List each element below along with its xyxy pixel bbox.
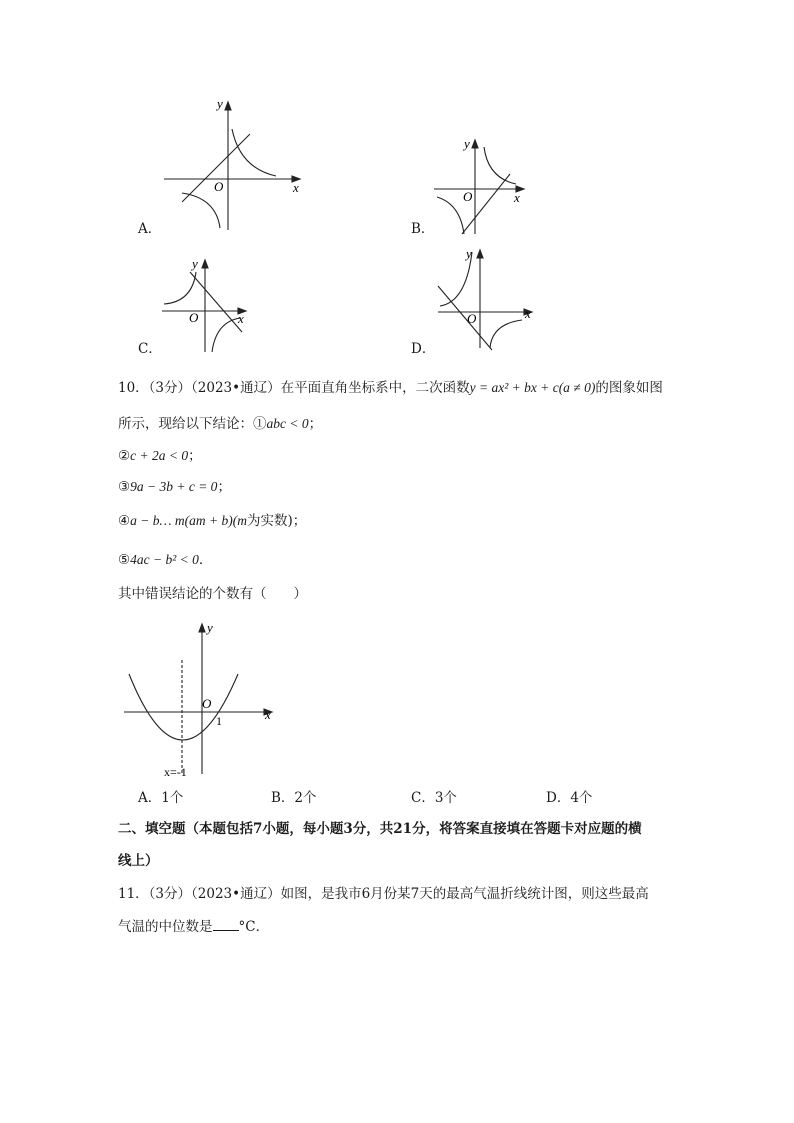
origin-label: O: [202, 696, 212, 711]
origin-label: O: [214, 179, 224, 194]
q10-choice-b[interactable]: B．2个: [271, 790, 317, 806]
q11-line2: [118, 917, 269, 936]
origin-label: O: [463, 189, 473, 204]
axis-x-label: x: [514, 190, 520, 205]
section2-heading-line2: 线上）: [118, 853, 159, 869]
q10-conclusion-4-line: [118, 512, 306, 530]
q10-conclusion-1: abc < 0: [266, 416, 309, 431]
q10-c5-end: ．: [198, 552, 213, 568]
option-c-label[interactable]: C．: [138, 341, 162, 357]
q10-c4-m: m: [237, 513, 247, 528]
q10-formula: y = ax² + bx + c(a ≠ 0): [469, 380, 596, 395]
axis-y-label: y: [464, 136, 470, 151]
q11-line2-prefix: 气温的中位数是: [118, 919, 213, 935]
q10-conclusion-2: c + 2a < 0: [130, 448, 189, 463]
root-label: 1: [216, 714, 222, 728]
q10-c3-end: ；: [217, 479, 231, 495]
axis-y-label: y: [192, 256, 198, 271]
axis-y-label: y: [466, 246, 472, 261]
q10-line1: [118, 379, 663, 397]
q10-choice-c[interactable]: C．3个: [411, 790, 457, 806]
q10-c3-mark: ③: [118, 479, 131, 495]
option-b-label[interactable]: B．: [411, 221, 435, 237]
q10-parabola-graph: [118, 618, 282, 782]
graph-option-a: [160, 96, 310, 236]
q10-conclusion-2-line: [118, 447, 202, 465]
q10-c4-end: 为实数)；: [246, 513, 307, 529]
axis-y-label: y: [217, 96, 223, 111]
q10-conclusion-4: a − b… m(am + b)(: [130, 513, 238, 528]
q10-conclusion-5: 4ac − b² < 0: [130, 552, 199, 567]
axis-x-label: x: [525, 306, 531, 321]
q10-conclusion-3: 9a − 3b + c = 0: [130, 479, 218, 494]
symmetry-axis-label: x=-1: [164, 765, 187, 779]
option-a-label[interactable]: A．: [138, 221, 162, 237]
q11-line1: 11．（3分）（2023•通辽）如图，是我市6月份某7天的最高气温折线统计图，则这些最高: [118, 886, 649, 902]
q10-line1-suffix: 的图象如图: [595, 380, 663, 396]
option-d-label[interactable]: D．: [411, 341, 436, 357]
q10-c2-mark: ②: [118, 448, 131, 464]
q10-line2: [118, 415, 322, 433]
axis-y-label: y: [207, 620, 213, 635]
graph-option-d: [434, 244, 538, 352]
origin-label: O: [467, 311, 477, 326]
q10-c4-mark: ④: [118, 513, 131, 529]
q10-line1-prefix: 10．（3分）（2023•通辽）在平面直角坐标系中，二次函数: [118, 380, 470, 396]
q10-question: 其中错误结论的个数有（ ）: [118, 586, 307, 602]
axis-x-label: x: [265, 707, 271, 722]
q10-choice-d[interactable]: D．4个: [546, 790, 593, 806]
q10-conclusion-5-line: [118, 551, 212, 569]
answer-blank[interactable]: [213, 917, 239, 931]
axis-x-label: x: [293, 180, 299, 195]
q10-conclusion-3-line: [118, 478, 231, 496]
axis-x-label: x: [238, 311, 244, 326]
q10-c5-mark: ⑤: [118, 552, 131, 568]
graph-option-c: [158, 256, 258, 356]
q11-line2-suffix: °C．: [238, 919, 270, 935]
section2-heading-line1: 二、填空题（本题包括7小题，每小题3分，共21分，将答案直接填在答题卡对应题的横: [118, 821, 642, 837]
q10-c1-end: ；: [308, 416, 323, 432]
origin-label: O: [189, 310, 199, 325]
graph-option-b: [432, 134, 532, 238]
q10-choice-a[interactable]: A．1个: [138, 790, 184, 806]
q10-line2-text: 所示，现给以下结论：①: [118, 416, 267, 432]
q10-c2-end: ；: [188, 448, 202, 464]
